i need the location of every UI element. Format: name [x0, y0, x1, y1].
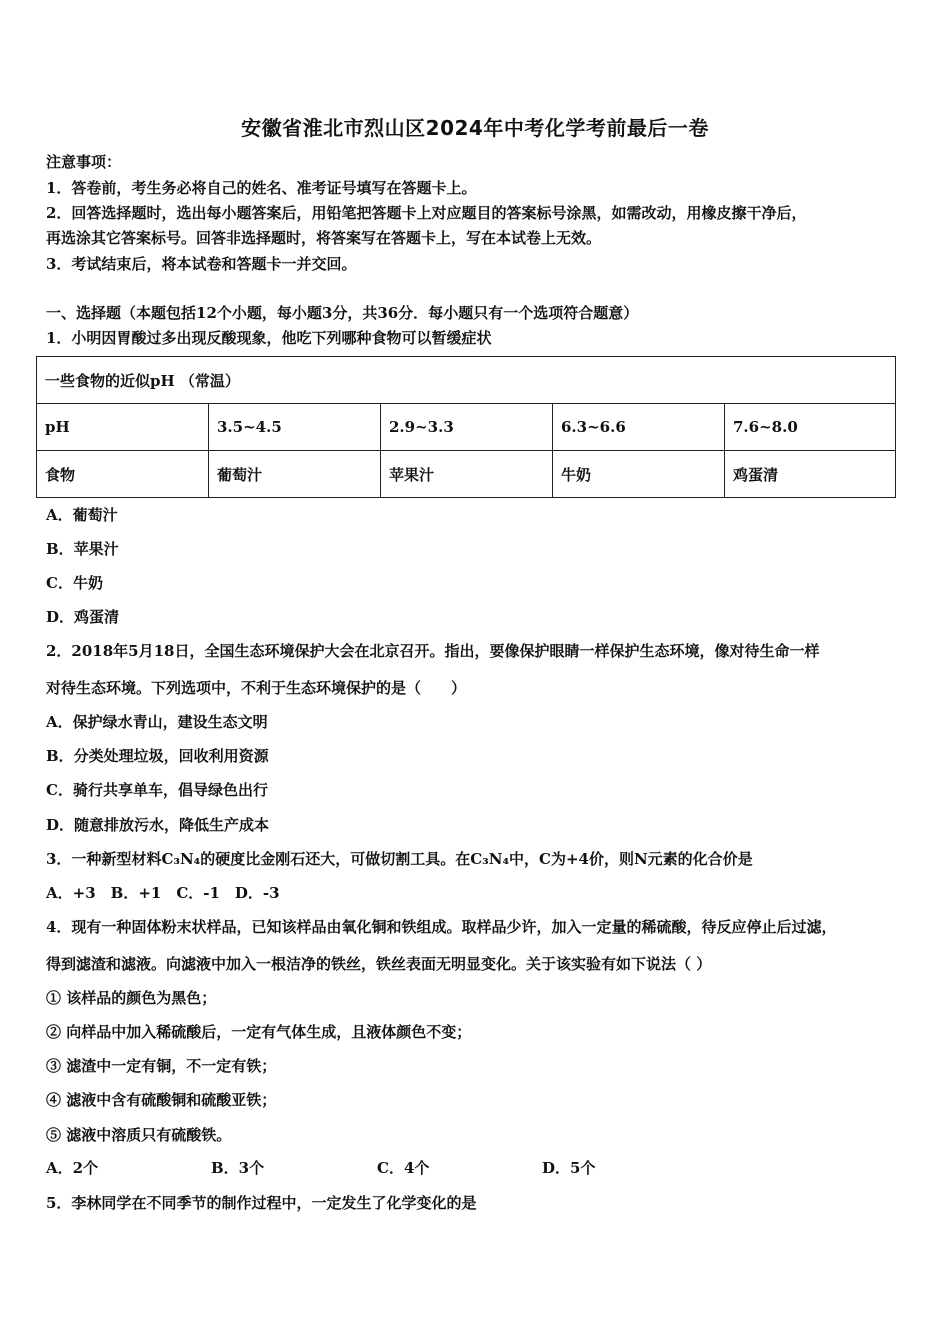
- q4-option-d: D．5个: [542, 1159, 596, 1177]
- section-heading: 一、选择题（本题包括12个小题，每小题3分，共36分．每小题只有一个选项符合题意）: [46, 304, 639, 322]
- table-cell: 食物: [37, 451, 209, 498]
- q1-option-d: D．鸡蛋清: [46, 608, 120, 626]
- q4-statement-1: ① 该样品的颜色为黑色；: [46, 989, 217, 1007]
- q5-stem: 5．李林同学在不同季节的制作过程中，一定发生了化学变化的是: [46, 1194, 477, 1212]
- q4-option-a: A．2个: [46, 1159, 99, 1177]
- q2-option-b: B．分类处理垃圾，回收利用资源: [46, 747, 269, 765]
- q2-stem-a: 2．2018年5月18日，全国生态环境保护大会在北京召开。指出，要像保护眼睛一样保护生态环境，像对待生命一样: [46, 642, 820, 660]
- notice-item-1: 1．答卷前，考生务必将自己的姓名、准考证号填写在答题卡上。: [46, 179, 477, 197]
- table-cell: 鸡蛋清: [725, 451, 896, 498]
- q4-stem-a: 4．现有一种固体粉末状样品，已知该样品由氧化铜和铁组成。取样品少许，加入一定量的稀硫酸，待反应停止后过滤，: [46, 918, 837, 936]
- table-cell: 7.6~8.0: [725, 404, 896, 451]
- q1-stem: 1．小明因胃酸过多出现反酸现象，他吃下列哪种食物可以暂缓症状: [46, 329, 492, 347]
- table-caption-row: [37, 357, 896, 404]
- q4-statement-4: ④ 滤液中含有硫酸铜和硫酸亚铁；: [46, 1091, 277, 1109]
- table-row-food: [37, 451, 896, 498]
- q3-stem: 3．一种新型材料C₃N₄的硬度比金刚石还大，可做切割工具。在C₃N₄中，C为+4价，则N元素的化合价是: [46, 850, 753, 868]
- q1-option-b: B．苹果汁: [46, 540, 119, 558]
- notice-item-2b: 再选涂其它答案标号。回答非选择题时，将答案写在答题卡上，写在本试卷上无效。: [46, 229, 602, 247]
- page-title: 安徽省淮北市烈山区2024年中考化学考前最后一卷: [241, 116, 709, 140]
- q1-option-a: A．葡萄汁: [46, 506, 118, 524]
- q4-statement-5: ⑤ 滤液中溶质只有硫酸铁。: [46, 1126, 232, 1144]
- table-row-ph: [37, 404, 896, 451]
- notice-item-2a: 2．回答选择题时，选出每小题答案后，用铅笔把答题卡上对应题目的答案标号涂黑，如需改动，用橡皮擦干净后，: [46, 204, 807, 222]
- q2-option-a: A．保护绿水青山，建设生态文明: [46, 713, 268, 731]
- table-caption: 一些食物的近似pH （常温）: [37, 357, 896, 404]
- notice-item-3: 3．考试结束后，将本试卷和答题卡一并交回。: [46, 255, 357, 273]
- table-cell: 2.9~3.3: [381, 404, 553, 451]
- q2-stem-b: 对待生态环境。下列选项中，不利于生态环境保护的是（ ）: [46, 679, 467, 697]
- q4-stem-b: 得到滤渣和滤液。向滤液中加入一根洁净的铁丝，铁丝表面无明显变化。关于该实验有如下说法（ ）: [46, 955, 712, 973]
- q4-option-b: B．3个: [211, 1159, 265, 1177]
- notice-heading: 注意事项：: [46, 153, 122, 171]
- q1-option-c: C．牛奶: [46, 574, 103, 592]
- table-cell: 6.3~6.6: [553, 404, 725, 451]
- table-cell: 苹果汁: [381, 451, 553, 498]
- q4-option-c: C．4个: [377, 1159, 430, 1177]
- q3-options: A．+3 B．+1 C．-1 D．-3: [46, 884, 280, 902]
- table-cell: pH: [37, 404, 209, 451]
- q4-statement-2: ② 向样品中加入稀硫酸后，一定有气体生成，且液体颜色不变；: [46, 1023, 472, 1041]
- table-cell: 牛奶: [553, 451, 725, 498]
- table-cell: 葡萄汁: [209, 451, 381, 498]
- q2-option-c: C．骑行共享单车，倡导绿色出行: [46, 781, 268, 799]
- q4-statement-3: ③ 滤渣中一定有铜，不一定有铁；: [46, 1057, 277, 1075]
- q2-option-d: D．随意排放污水，降低生产成本: [46, 816, 270, 834]
- table-cell: 3.5~4.5: [209, 404, 381, 451]
- ph-table: [36, 356, 896, 498]
